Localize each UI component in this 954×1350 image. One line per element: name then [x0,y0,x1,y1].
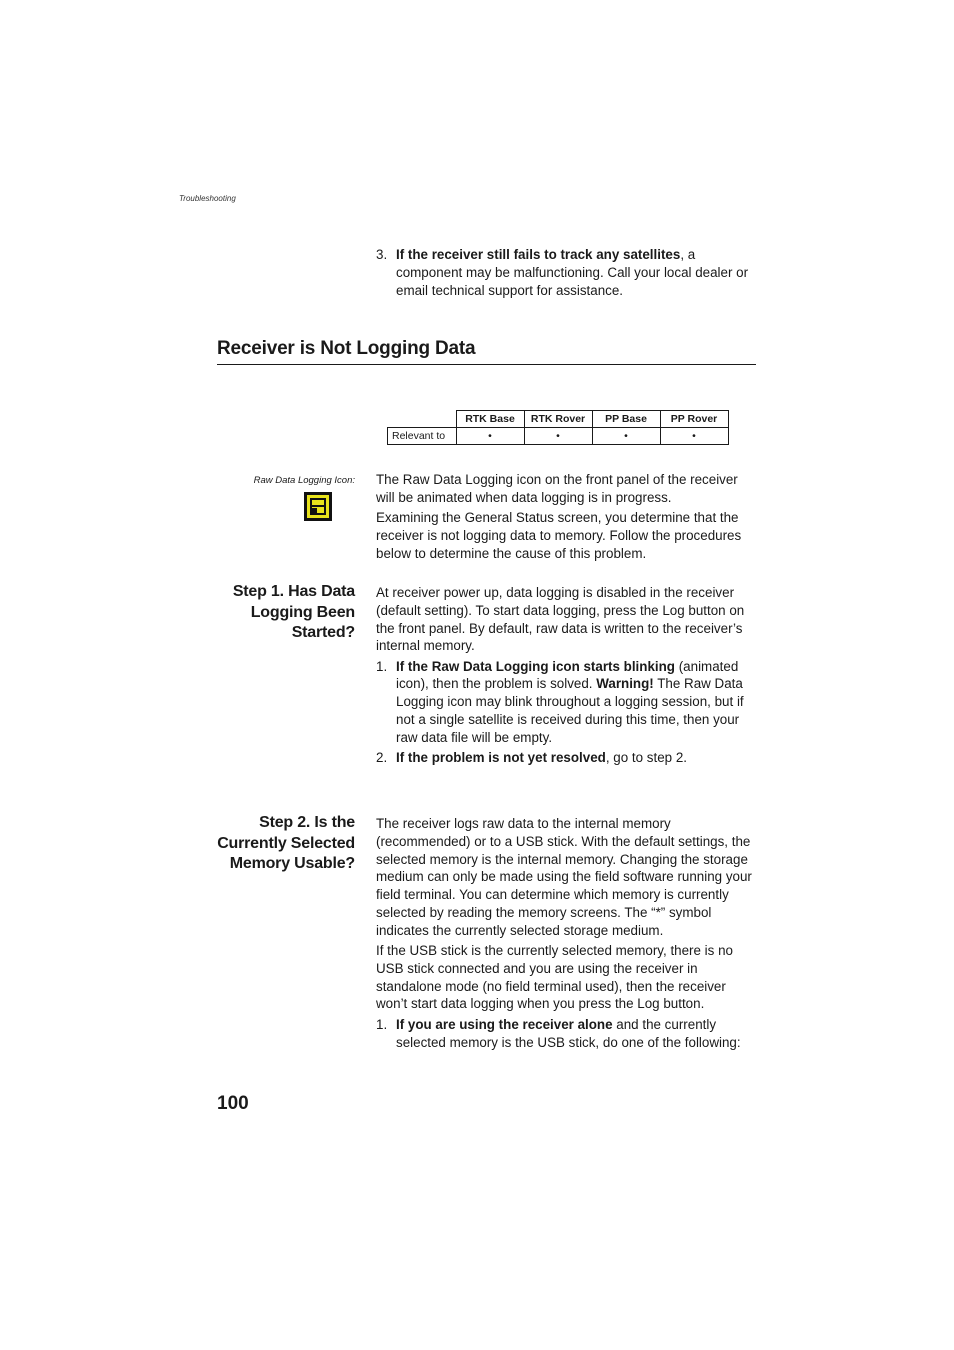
relevance-table-wrap [387,410,729,445]
section-title: Receiver is Not Logging Data [217,338,756,365]
list-item-text: and the currently selected memory is the USB stick, do one of the following: [396,1016,741,1050]
step1-body [376,584,756,767]
list-item-text: , a component may be malfunctioning. Call your local dealer or email technical support for assistance. [396,247,749,298]
paragraph: Examining the General Status screen, you determine that the receiver is not logging data to memory. Follow the procedures below to determine the cause of this problem. [376,510,742,561]
list-item [376,246,756,299]
list-item [376,1016,756,1052]
table-header: RTK Rover [524,411,592,428]
list-number: 1. [376,1016,388,1032]
table-cell: • [660,428,728,445]
list-item-text: (animated icon), then the problem is solved. [396,658,739,692]
table-header: RTK Base [456,411,524,428]
page-number: 100 [217,1093,249,1114]
paragraph: At receiver power up, data logging is disabled in the receiver (default setting). To start data logging, press the Log button on the front panel. By default, raw data is written to the receiver’s internal memory. [376,585,745,654]
list-number: 1. [376,658,388,674]
list-item-text: , go to step 2. [605,750,687,766]
list-item-bold: If you are using the receiver alone [396,1016,613,1032]
list-number: 2. [376,750,388,766]
paragraph: If the USB stick is the currently selected memory, there is no USB stick connected and you are using the receiver in standalone mode (no field terminal used), then the receiver won’t start data logging when you press the Log button. [376,943,733,1012]
step1-heading: Step 1. Has Data Logging Been Started? [232,583,355,641]
running-header: Troubleshooting [179,194,236,203]
list-item-text: The Raw Data Logging icon may blink throughout a logging session, but if not a single satellite is received during this time, then your raw data file will be empty. [396,676,744,745]
list-item-bold: If the problem is not yet resolved [396,750,606,766]
table-cell: • [524,428,592,445]
intro-list [376,246,756,299]
paragraph: The Raw Data Logging icon on the front panel of the receiver will be animated when data logging is in progress. [376,472,738,505]
table-cell: • [592,428,660,445]
list-item [376,658,756,747]
raw-data-logging-icon [304,492,332,521]
icon-caption: Raw Data Logging Icon: [253,475,355,486]
step2-heading: Step 2. Is the Currently Selected Memory Usable? [217,814,355,872]
intro-text [376,471,756,562]
paragraph: The receiver logs raw data to the internal memory (recommended) or to a USB stick. With the default settings, the selected memory is the internal memory. Changing the storage medium can only be made using the field software running your field terminal. You can determine which memory is currently selected by reading the memory screens. The “*” symbol indicates the currently selected storage medium. [376,816,752,938]
table-row-label: Relevant to [388,428,457,445]
step2-body [376,815,756,1051]
table-cell: • [456,428,524,445]
list-item [376,749,756,767]
relevance-table [387,410,729,445]
table-header: PP Base [592,411,660,428]
warning-label: Warning! [596,676,654,692]
list-number: 3. [376,247,388,262]
table-header: PP Rover [660,411,728,428]
list-item-bold: If the receiver still fails to track any satellites [396,247,681,262]
list-item-bold: If the Raw Data Logging icon starts blinking [396,658,675,674]
